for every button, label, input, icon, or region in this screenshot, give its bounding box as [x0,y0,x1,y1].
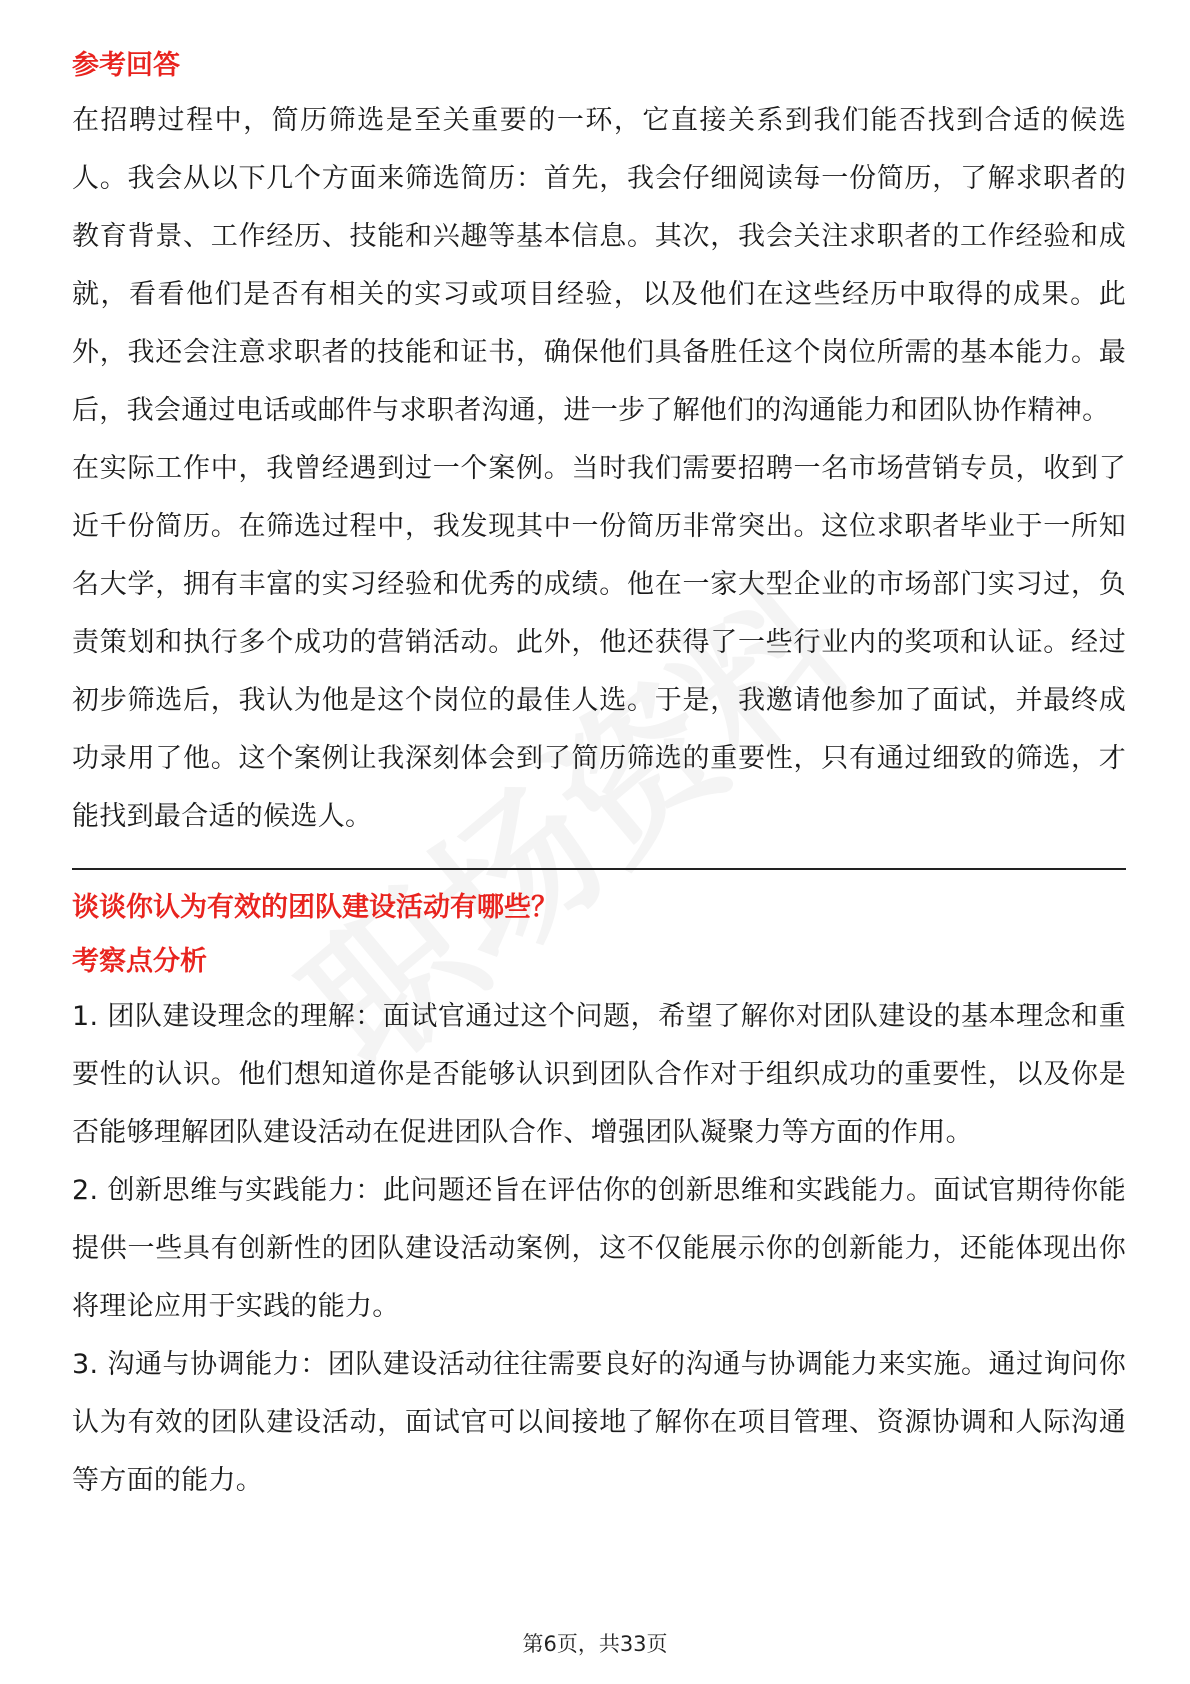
analysis-point-1: 1. 团队建设理念的理解：面试官通过这个问题，希望了解你对团队建设的基本理念和重要性的认识。他们想知道你是否能够认识到团队合作对于组织成功的重要性，以及你是否能够理解团队建设活动在促进团队合作、增强团队凝聚力等方面的作用。 [72,1001,1126,1148]
page-number: 第6页，共33页 [522,1632,668,1656]
question-title: 谈谈你认为有效的团队建设活动有哪些？ [72,892,558,923]
document-page [72,46,1126,1510]
answer-heading: 参考回答 [72,50,180,81]
answer-paragraph-1: 在招聘过程中，简历筛选是至关重要的一环，它直接关系到我们能否找到合适的候选人。我会从以下几个方面来筛选简历：首先，我会仔细阅读每一份简历，了解求职者的教育背景、工作经历、技能和兴趣等基本信息。其次，我会关注求职者的工作经验和成就，看看他们是否有相关的实习或项目经验，以及他们在这些经历中取得的成果。此外，我还会注意求职者的技能和证书，确保他们具备胜任这个岗位所需的基本能力。最后，我会通过电话或邮件与求职者沟通，进一步了解他们的沟通能力和团队协作精神。 [72,105,1126,426]
section-divider [72,868,1126,870]
analysis-heading: 考察点分析 [72,946,207,977]
analysis-point-3: 3. 沟通与协调能力：团队建设活动往往需要良好的沟通与协调能力来实施。通过询问你认为有效的团队建设活动，面试官可以间接地了解你在项目管理、资源协调和人际沟通等方面的能力。 [72,1349,1126,1496]
answer-paragraph-2: 在实际工作中，我曾经遇到过一个案例。当时我们需要招聘一名市场营销专员，收到了近千份简历。在筛选过程中，我发现其中一份简历非常突出。这位求职者毕业于一所知名大学，拥有丰富的实习经验和优秀的成绩。他在一家大型企业的市场部门实习过，负责策划和执行多个成功的营销活动。此外，他还获得了一些行业内的奖项和认证。经过初步筛选后，我认为他是这个岗位的最佳人选。于是，我邀请他参加了面试，并最终成功录用了他。这个案例让我深刻体会到了简历筛选的重要性，只有通过细致的筛选，才能找到最合适的候选人。 [72,453,1126,832]
analysis-point-2: 2. 创新思维与实践能力：此问题还旨在评估你的创新思维和实践能力。面试官期待你能提供一些具有创新性的团队建设活动案例，这不仅能展示你的创新能力，还能体现出你将理论应用于实践的能力。 [72,1175,1126,1322]
